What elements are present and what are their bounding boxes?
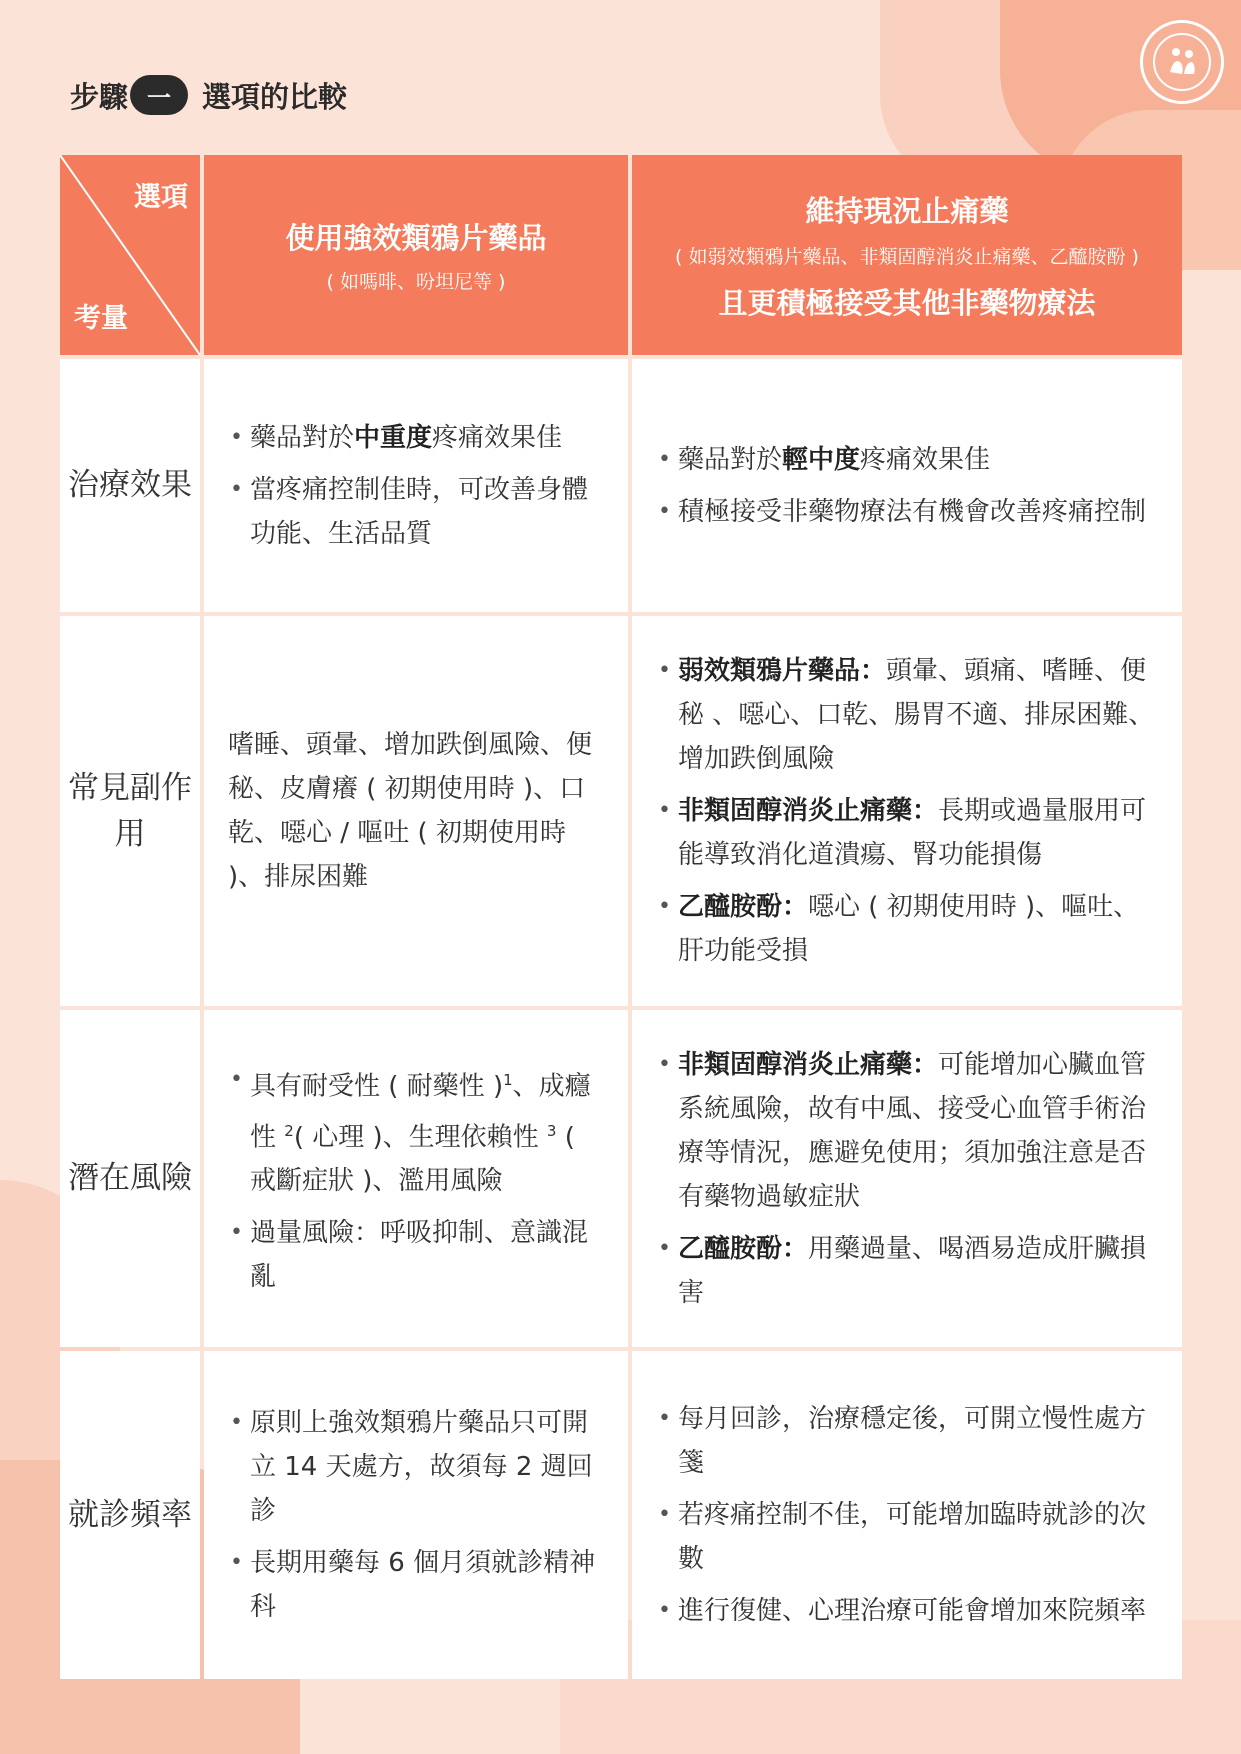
list-item: • 具有耐受性 ( 耐藥性 )$^1$、成癮性 $^2$( 心理 )、生理依賴性 $^3$ ( 戒斷症狀 )、濫用風險 <box>228 1058 606 1203</box>
step-header <box>70 70 347 120</box>
footnote-ref: 2 <box>284 1121 294 1140</box>
footnote-ref: 1 <box>503 1070 513 1089</box>
row-label-side-effects: 常見副作用 <box>60 616 200 1006</box>
row-label-efficacy: 治療效果 <box>60 359 200 612</box>
table-cell <box>204 1010 628 1347</box>
list-item: • 乙醯胺酚：噁心 ( 初期使用時 )、嘔吐、肝功能受損 <box>656 885 1160 973</box>
column-header-title-2: 且更積極接受其他非藥物療法 <box>718 285 1096 320</box>
list-item: • 進行復健、心理治療可能會增加來院頻率 <box>656 1589 1160 1633</box>
row-label-visit-frequency: 就診頻率 <box>60 1351 200 1679</box>
table-cell <box>204 616 628 1006</box>
column-header-subtitle: ( 如弱效類鴉片藥品、非類固醇消炎止痛藥、乙醯胺酚 ) <box>675 245 1139 268</box>
list-item: • 藥品對於中重度疼痛效果佳 <box>228 416 606 460</box>
table-cell <box>632 359 1182 612</box>
table-corner-header <box>60 155 200 355</box>
list-item: • 非類固醇消炎止痛藥：長期或過量服用可能導致消化道潰瘍、腎功能損傷 <box>656 789 1160 877</box>
column-header-title: 維持現況止痛藥 <box>805 193 1009 228</box>
corner-label-options: 選項 <box>134 182 188 213</box>
list-item: • 非類固醇消炎止痛藥：可能增加心臟血管系統風險，故有中風、接受心血管手術治療等情況，應避免使用；須加強注意是否有藥物過敏症狀 <box>656 1043 1160 1219</box>
list-item: • 當疼痛控制佳時，可改善身體功能、生活品質 <box>228 468 606 556</box>
table-cell <box>632 1351 1182 1679</box>
corner-label-considerations: 考量 <box>74 303 128 334</box>
list-item: • 弱效類鴉片藥品：頭暈、頭痛、嗜睡、便秘 、噁心、口乾、腸胃不適、排尿困難、增加跌倒風險 <box>656 649 1160 781</box>
cell-text: 嗜睡、頭暈、增加跌倒風險、便秘、皮膚癢 ( 初期使用時 )、口乾、噁心 / 嘔吐 ( 初期使用時 )、排尿困難 <box>228 730 593 892</box>
page-title: 選項的比較 <box>202 79 348 114</box>
column-header-current-analgesics <box>632 155 1182 355</box>
step-label: 步驟 <box>70 79 129 114</box>
footnote-ref: 3 <box>546 1121 557 1140</box>
list-item: • 乙醯胺酚：用藥過量、喝酒易造成肝臟損害 <box>656 1227 1160 1315</box>
table-cell <box>204 359 628 612</box>
comparison-table <box>60 155 1182 1675</box>
list-item: • 長期用藥每 6 個月須就診精神科 <box>228 1541 606 1629</box>
list-item: • 若疼痛控制不佳，可能增加臨時就診的次數 <box>656 1493 1160 1581</box>
table-cell <box>632 1010 1182 1347</box>
column-header-subtitle: ( 如嗎啡、吩坦尼等 ) <box>326 271 506 293</box>
list-item: • 積極接受非藥物療法有機會改善疼痛控制 <box>656 490 1160 534</box>
step-number-badge: 一 <box>130 75 188 115</box>
column-header-title: 使用強效類鴉片藥品 <box>285 221 547 255</box>
column-header-strong-opioid <box>204 155 628 355</box>
logo-emblem-icon <box>1162 42 1202 82</box>
table-cell <box>204 1351 628 1679</box>
list-item: • 藥品對於輕中度疼痛效果佳 <box>656 438 1160 482</box>
hospital-logo <box>1140 20 1224 104</box>
list-item: • 原則上強效類鴉片藥品只可開立 14 天處方，故須每 2 週回診 <box>228 1401 606 1533</box>
list-item: • 過量風險：呼吸抑制、意識混亂 <box>228 1211 606 1299</box>
list-item: • 每月回診，治療穩定後，可開立慢性處方箋 <box>656 1397 1160 1485</box>
table-cell <box>632 616 1182 1006</box>
row-label-potential-risks: 潛在風險 <box>60 1010 200 1347</box>
